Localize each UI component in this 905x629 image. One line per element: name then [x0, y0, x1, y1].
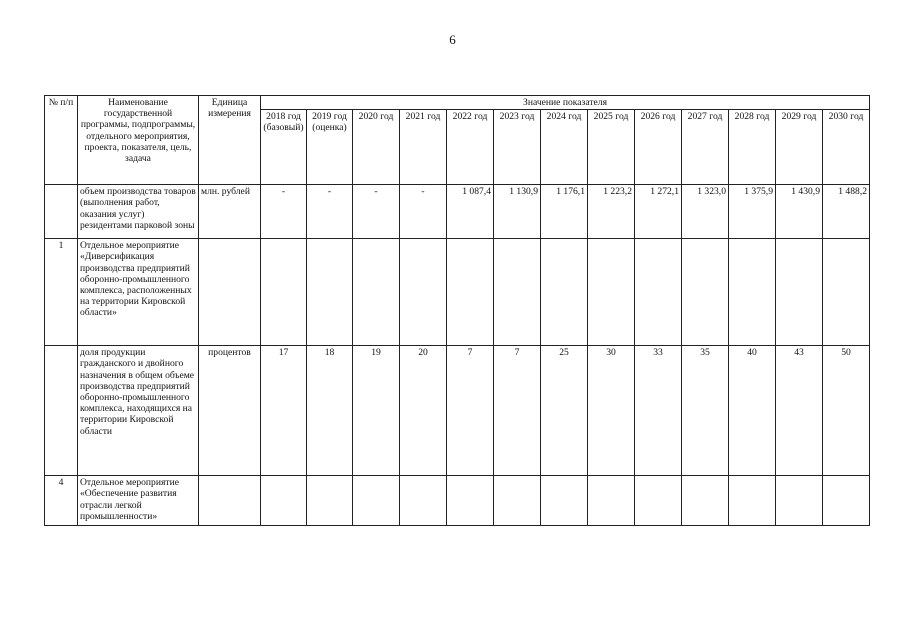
row-value: [588, 476, 635, 526]
header-year: 2019 год (оценка): [307, 110, 353, 185]
row-value: -: [400, 185, 447, 239]
row-value: [635, 239, 682, 346]
table-row: [45, 476, 870, 526]
header-num: № п/п: [45, 96, 78, 185]
row-unit: [199, 239, 261, 346]
row-name: Отдельное мероприятие «Диверсификация производства предприятий оборонно-промышленного комплекса, расположенных на территории Кировской области»: [78, 239, 199, 346]
row-value: [494, 239, 541, 346]
row-value: [541, 476, 588, 526]
row-num: 4: [45, 476, 78, 526]
row-value: 1 488,2: [823, 185, 870, 239]
row-name: доля продукции гражданского и двойного назначения в общем объеме производства предприятий оборонно-промышленного комплекса, находящихся на территории Кировской области: [78, 346, 199, 476]
header-year: 2028 год: [729, 110, 776, 185]
row-value: [776, 239, 823, 346]
table-row: [45, 185, 870, 239]
header-year: 2020 год: [353, 110, 400, 185]
row-value: 25: [541, 346, 588, 476]
indicator-table: [44, 95, 870, 526]
header-year: 2021 год: [400, 110, 447, 185]
row-value: [729, 476, 776, 526]
header-year: 2027 год: [682, 110, 729, 185]
row-value: 50: [823, 346, 870, 476]
row-value: [682, 239, 729, 346]
row-value: [353, 476, 400, 526]
row-name: объем производства товаров (выполнения работ, оказания услуг) резидентами парковой зоны: [78, 185, 199, 239]
header-year: 2018 год (базовый): [261, 110, 307, 185]
row-value: [307, 476, 353, 526]
row-value: -: [261, 185, 307, 239]
page-number: 6: [449, 32, 456, 47]
row-value: 30: [588, 346, 635, 476]
row-value: [261, 239, 307, 346]
row-value: 40: [729, 346, 776, 476]
row-value: [447, 239, 494, 346]
row-value: [447, 476, 494, 526]
header-name: Наименование государственной программы, подпрограммы, отдельного мероприятия, проекта, показателя, цель, задача: [78, 96, 199, 185]
row-value: [823, 239, 870, 346]
row-value: [588, 239, 635, 346]
row-value: 1 430,9: [776, 185, 823, 239]
row-value: [400, 239, 447, 346]
row-value: [400, 476, 447, 526]
header-year: 2024 год: [541, 110, 588, 185]
row-value: [261, 476, 307, 526]
row-num: 1: [45, 239, 78, 346]
row-value: 1 272,1: [635, 185, 682, 239]
row-value: [494, 476, 541, 526]
row-unit: [199, 476, 261, 526]
row-unit: процентов: [199, 346, 261, 476]
row-value: 18: [307, 346, 353, 476]
row-value: 20: [400, 346, 447, 476]
row-value: 17: [261, 346, 307, 476]
row-value: [682, 476, 729, 526]
header-unit: Единица измерения: [199, 96, 261, 185]
row-value: 33: [635, 346, 682, 476]
row-value: 35: [682, 346, 729, 476]
row-value: -: [353, 185, 400, 239]
row-value: [541, 239, 588, 346]
header-year: 2025 год: [588, 110, 635, 185]
row-value: [729, 239, 776, 346]
header-year: 2023 год: [494, 110, 541, 185]
row-num: [45, 346, 78, 476]
header-year: 2030 год: [823, 110, 870, 185]
row-value: [307, 239, 353, 346]
table-row: [45, 239, 870, 346]
row-value: [353, 239, 400, 346]
row-num: [45, 185, 78, 239]
row-name: Отдельное мероприятие «Обеспечение развития отрасли легкой промышленности»: [78, 476, 199, 526]
row-value: 1 087,4: [447, 185, 494, 239]
row-value: 43: [776, 346, 823, 476]
header-year: 2022 год: [447, 110, 494, 185]
row-value: 7: [447, 346, 494, 476]
row-value: 19: [353, 346, 400, 476]
row-value: 1 176,1: [541, 185, 588, 239]
table-row: [45, 346, 870, 476]
row-value: 1 323,0: [682, 185, 729, 239]
row-value: [635, 476, 682, 526]
row-value: [823, 476, 870, 526]
row-value: [776, 476, 823, 526]
row-unit: млн. рублей: [199, 185, 261, 239]
row-value: 1 375,9: [729, 185, 776, 239]
header-values-title: Значение показателя: [261, 96, 870, 110]
row-value: 1 223,2: [588, 185, 635, 239]
header-year: 2029 год: [776, 110, 823, 185]
row-value: 1 130,9: [494, 185, 541, 239]
row-value: 7: [494, 346, 541, 476]
header-year: 2026 год: [635, 110, 682, 185]
row-value: -: [307, 185, 353, 239]
